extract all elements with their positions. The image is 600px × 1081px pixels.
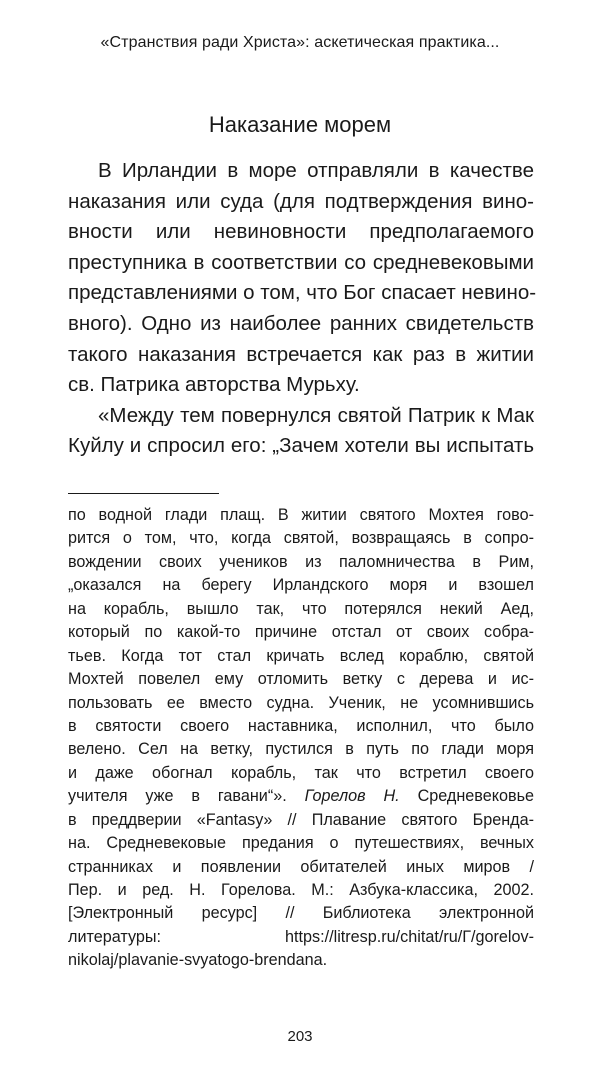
section-title: Наказание морем <box>208 112 392 137</box>
footnote-line: nikolaj/plavanie-svyatogo-brendana. <box>68 951 328 970</box>
footnote-line: литературы: https://litresp.ru/chitat/ru/Г/gorelov- <box>68 927 534 946</box>
footnote-line: в святости своего наставника, исполнил, что было <box>68 716 534 735</box>
body-line: преступника в соответствии со средневековыми <box>68 250 534 274</box>
footnote-line: странниках и появлении обитателей иных миров / <box>68 857 534 876</box>
citation-author: Горелов Н. <box>304 787 400 806</box>
body-line: представлениями о том, что Бог спасает невино- <box>68 281 537 305</box>
running-head: «Странствия ради Христа»: аскетическая практика... <box>100 34 500 51</box>
page-number: 203 <box>287 1028 313 1045</box>
footnote-line: в преддверии «Fantasy» // Плавание святого Бренда- <box>68 810 534 829</box>
body-line: св. Патрика авторства Мурьху. <box>68 373 360 397</box>
footnote-line: рится о том, что, когда святой, возвращаясь в сопро- <box>68 529 534 548</box>
body-line: Куйлу и спросил его: „Зачем хотели вы испытать <box>68 434 534 458</box>
footnote-line: по водной глади плащ. В житии святого Мохтея гово- <box>68 506 534 524</box>
main-text <box>68 156 537 462</box>
footnote-line: [Электронный ресурс] // Библиотека электронной <box>68 904 534 923</box>
footnote-line: велено. Сел на ветку, пустился в путь по глади моря <box>68 740 534 759</box>
body-line: такого наказания встречается как раз в житии <box>68 342 534 366</box>
footnote-line: тьев. Когда тот стал кричать вслед кораблю, святой <box>68 646 534 665</box>
body-line: наказания или суда (для подтверждения вино- <box>68 189 534 213</box>
footnote-line-with-citation <box>68 785 534 808</box>
footnote-line: на. Средневековые предания о путешествиях, вечных <box>68 834 534 853</box>
body-line: вного). Одно из наиболее ранних свидетельств <box>68 311 534 335</box>
footnote <box>68 504 534 973</box>
body-line: вности или невиновности предполагаемого <box>68 220 534 244</box>
footnote-line: на корабль, вышло так, что потерялся некий Аед, <box>68 599 534 618</box>
footnote-quote-end: учителя уже в гавани“». <box>68 787 287 806</box>
footnote-line: Мохтей повелел ему отломить ветку с дерева и ис- <box>68 670 534 689</box>
footnote-line: вождении своих учеников из паломничества в Рим, <box>68 552 534 571</box>
footnote-line: пользовать ее вместо судна. Ученик, не усомнившись <box>68 693 534 712</box>
body-line: В Ирландии в море отправляли в качестве <box>98 159 534 182</box>
footnote-separator <box>68 493 219 494</box>
body-line: «Между тем повернулся святой Патрик к Мак <box>98 403 534 427</box>
footnote-line: который по какой-то причине отстал от своих собра- <box>68 623 534 642</box>
footnote-line: „оказался на берегу Ирландского моря и взошел <box>68 576 534 595</box>
footnote-line: Пер. и ред. Н. Горелова. М.: Азбука-классика, 2002. <box>68 881 534 899</box>
footnote-line: и даже обогнал корабль, так что встретил своего <box>68 763 534 782</box>
citation-title-start: Средневековье <box>417 787 535 806</box>
